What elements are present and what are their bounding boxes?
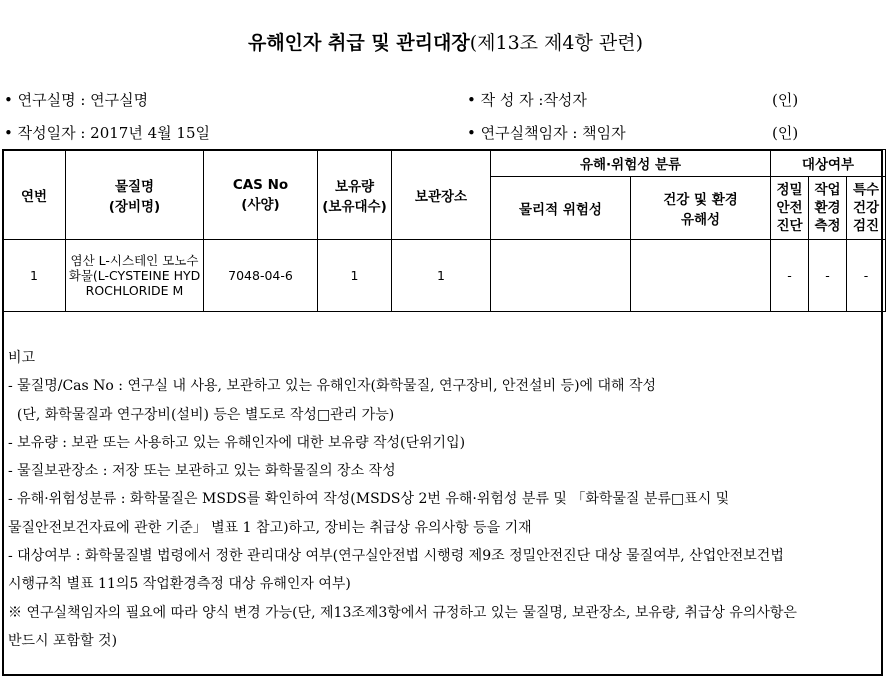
remarks xyxy=(8,344,883,655)
lab-responsible: • 연구실책임자 : 책임자 xyxy=(467,124,626,142)
cell-material: 염산 L-시스테인 모노수화물(L-CYSTEINE HYDROCHLORIDE M xyxy=(66,240,204,312)
header-work-env: 작업 환경 측정 xyxy=(809,177,847,240)
cell-precision: - xyxy=(771,240,809,312)
remarks-line: 물질안전보건자료에 관한 기준」 별표 1 참고)하고, 장비는 취급상 유의사항 등을 기재 xyxy=(8,519,532,536)
table-row xyxy=(3,240,886,312)
cell-physical xyxy=(491,240,631,312)
title-main: 유해인자 취급 및 관리대장 xyxy=(247,32,470,54)
remarks-line: (단, 화학물질과 연구장비(설비) 등은 별도로 작성□관리 가능) xyxy=(8,406,395,423)
header-hazard-classification: 유해·위험성 분류 xyxy=(491,150,771,177)
header-target: 대상여부 xyxy=(771,150,886,177)
cell-cas: 7048-04-6 xyxy=(204,240,318,312)
header-physical-hazard: 물리적 위험성 xyxy=(491,177,631,240)
lab-name: • 연구실명 : 연구실명 xyxy=(4,91,149,109)
header-cas: CAS No (사양) xyxy=(204,150,318,240)
cell-work-env: - xyxy=(809,240,847,312)
header-quantity: 보유량 (보유대수) xyxy=(318,150,392,240)
header-no: 연번 xyxy=(3,150,66,240)
header-precision-diagnosis: 정밀 안전 진단 xyxy=(771,177,809,240)
title-reference: (제13조 제4항 관련) xyxy=(469,32,644,54)
page-title xyxy=(0,28,891,55)
remarks-line: 시행규칙 별표 11의5 작업환경측정 대상 유해인자 여부) xyxy=(8,576,351,593)
header-storage: 보관장소 xyxy=(392,150,491,240)
author: • 작 성 자 :작성자 xyxy=(467,91,587,109)
header-special-checkup: 특수 건강 검진 xyxy=(847,177,886,240)
cell-health xyxy=(631,240,771,312)
remarks-heading: 비고 xyxy=(8,350,36,366)
hazard-table xyxy=(2,149,886,312)
cell-no: 1 xyxy=(3,240,66,312)
remarks-line: 반드시 포함할 것) xyxy=(8,632,118,649)
remarks-line: - 유해·위험성분류 : 화학물질은 MSDS를 확인하여 작성(MSDS상 2번 유해·위험성 분류 및 「화학물질 분류□표시 및 xyxy=(8,491,730,508)
responsible-seal: (인) xyxy=(772,124,799,142)
author-seal: (인) xyxy=(772,91,799,109)
remarks-line: ※ 연구실책임자의 필요에 따라 양식 변경 가능(단, 제13조제3항에서 규정하고 있는 물질명, 보관장소, 보유량, 취급상 유의사항은 xyxy=(8,604,797,621)
remarks-line: - 물질보관장소 : 저장 또는 보관하고 있는 화학물질의 장소 작성 xyxy=(8,463,396,480)
cell-special: - xyxy=(847,240,886,312)
cell-quantity: 1 xyxy=(318,240,392,312)
remarks-line: - 물질명/Cas No : 연구실 내 사용, 보관하고 있는 유해인자(화학물질, 연구장비, 안전설비 등)에 대해 작성 xyxy=(8,378,657,395)
header-material: 물질명 (장비명) xyxy=(66,150,204,240)
date-written: • 작성일자 : 2017년 4월 15일 xyxy=(4,124,210,142)
cell-storage: 1 xyxy=(392,240,491,312)
remarks-line: - 보유량 : 보관 또는 사용하고 있는 유해인자에 대한 보유량 작성(단위기입) xyxy=(8,434,466,451)
remarks-line: - 대상여부 : 화학물질별 법령에서 정한 관리대상 여부(연구실안전법 시행령 제9조 정밀안전진단 대상 물질여부, 산업안전보건법 xyxy=(8,548,784,565)
header-health-hazard: 건강 및 환경 유해성 xyxy=(631,177,771,240)
header-row-1 xyxy=(3,150,886,177)
